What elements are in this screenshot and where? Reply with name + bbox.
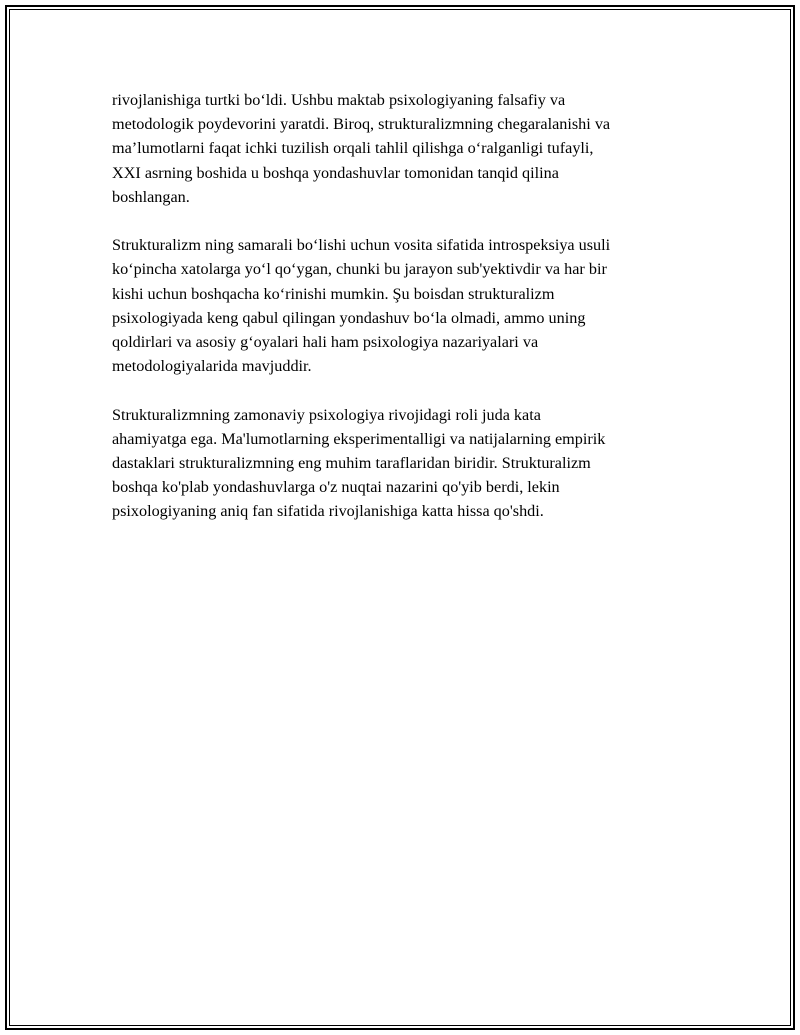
paragraph-modern-role: Strukturalizmning zamonaviy psixologiya rivojidagi roli juda kata ahamiyatga ega. Ma'lumotlarning eksperimentalligi va natijalarning empirik dastaklari strukturalizmning eng muhim taraflaridan biridir. Strukturalizm boshqa ko'plab yondashuvlarga o'z nuqtai nazarini qo'yib berdi, lekin psixologiyaning aniq fan sifatida rivojlanishiga katta hissa qo'shdi. [112, 405, 606, 521]
document-body [112, 88, 687, 548]
paragraph-introspection: Strukturalizm ning samarali bo‘lishi uchun vosita sifatida introspeksiya usuli ko‘pincha xatolarga yo‘l qo‘ygan, chunki bu jarayon sub'yektivdir va har bir kishi uchun boshqacha ko‘rinishi mumkin. Şu boisdan strukturalizm psixologiyada keng qabul qilingan yondashuv bo‘la olmadi, ammo uning qoldirlari va asosiy g‘oyalari hali ham psixologiya nazariyalari va metodologiyalarida mavjuddir. [112, 236, 611, 376]
paragraph-continuation: rivojlanishiga turtki bo‘ldi. Ushbu maktab psixologiyaning falsafiy va metodologik poydevorini yaratdi. Biroq, strukturalizmning chegaralanishi va ma’lumotlarni faqat ichki tuzilish orqali tahlil qilishga o‘ralganligi tufayli, XXI asrning boshida u boshqa yondashuvlar tomonidan tanqid qilina boshlangan. [112, 91, 611, 206]
